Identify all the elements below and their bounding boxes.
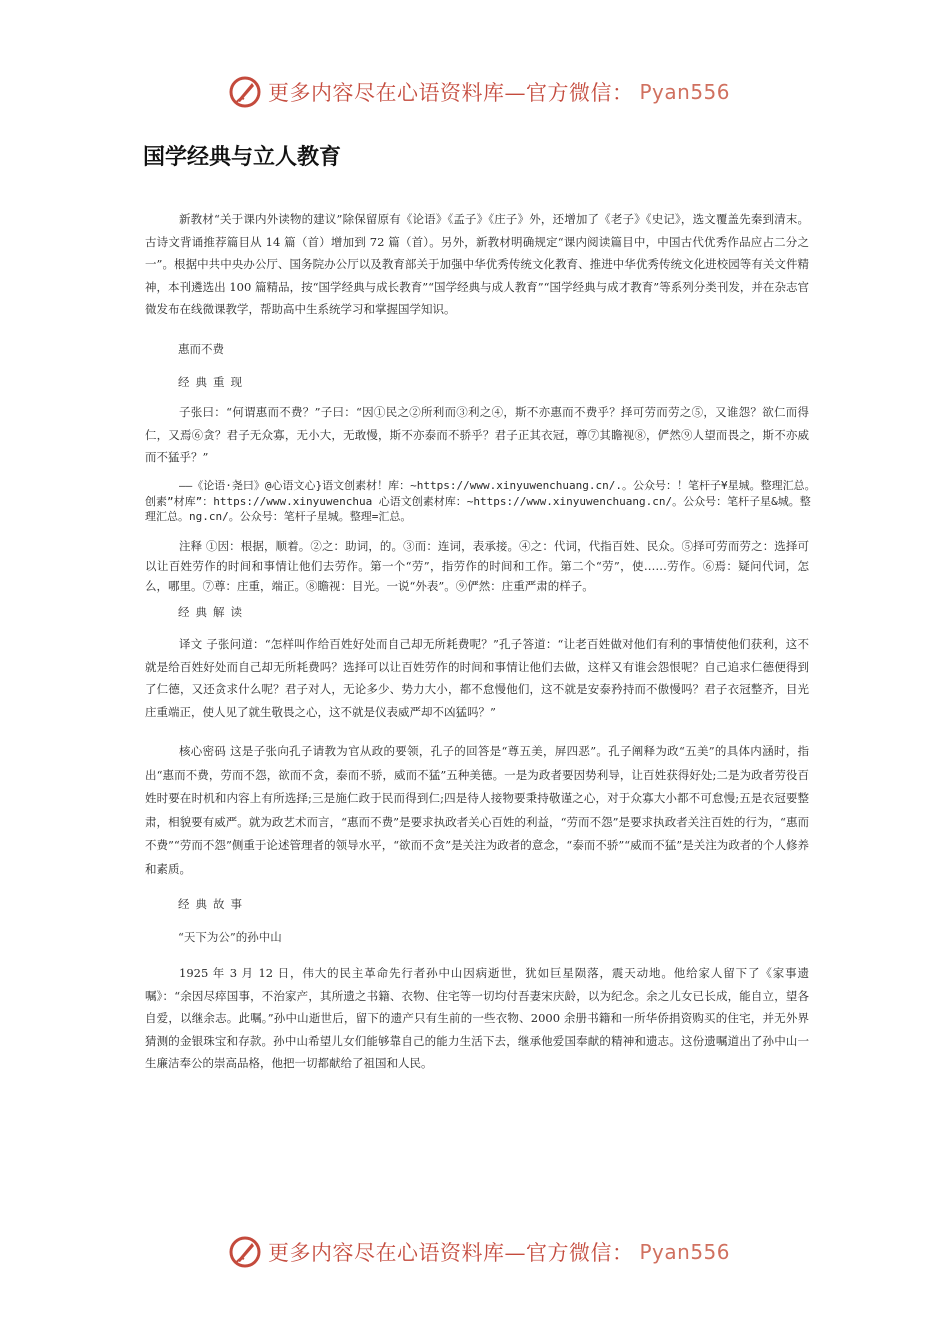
banner-wechat-id: Pyan556 xyxy=(639,80,731,104)
intro-paragraph: 新教材“关于课内外读物的建议”除保留原有《论语》《孟子》《庄子》外，还增加了《老子》《史记》，选文覆盖先秦到清末。古诗文背诵推荐篇目从 14 篇（首）增加到 72 篇（首）。另外，新教材明确规定“课内阅读篇目中，中国古代优秀作品应占二分之一”。根据中共中央办公厅、国务院办公厅以及教育部关于加强中华优秀传统文化教育、推进中华优秀传统文化进校园等有关文件精神，本刊遴选出 100 篇精品，按“国学经典与成长教育”“国学经典与成人教育”“国学经典与成才教育”等系列分类刊发，并在杂志官微发布在线微课教学，帮助高中生系统学习和掌握国学知识。 xyxy=(145,212,809,316)
heading-story: 经典故事 xyxy=(178,897,248,911)
story-title: “天下为公”的孙中山 xyxy=(178,930,282,944)
footer-banner xyxy=(228,1234,748,1270)
translation-paragraph: 译文 子张问道：“怎样叫作给百姓好处而自己却无所耗费呢？”孔子答道：“让老百姓做对他们有利的事情使他们获利，这不就是给百姓好处而自己却无所耗费吗？选择可以让百姓劳作的时间和事情让他们去做，这样又有谁会怨恨呢？自己追求仁德便得到了仁德，又还贪求什么呢？君子对人，无论多少、势力大小，都不怠慢他们，这不就是安泰矜持而不傲慢吗？君子衣冠整齐，目光庄重端正，使人见了就生敬畏之心，这不就是仪表威严却不凶猛吗？” xyxy=(145,637,809,719)
notes-paragraph: 注释 ①因：根据，顺着。②之：助词，的。③而：连词，表承接。④之：代词，代指百姓、民众。⑤择可劳而劳之：选择可以让百姓劳作的时间和事情让他们去劳作。第一个“劳”，指劳作的时间和工作。第二个“劳”，使……劳作。⑥焉：疑问代词，怎么，哪里。⑦尊：庄重，端正。⑧瞻视：目光。一说“外表”。⑨俨然：庄重严肃的样子。 xyxy=(145,539,809,593)
classic-text: 子张曰：“何谓惠而不费？”子曰：“因①民之②所利而③利之④，斯不亦惠而不费乎？择可劳而劳之⑤，又谁怨？欲仁而得仁，又焉⑥贪？君子无众寡，无小大，无敢慢，斯不亦泰而不骄乎？君子正其衣冠，尊⑦其瞻视⑧，俨然⑨人望而畏之，斯不亦威而不猛乎？” xyxy=(145,405,809,464)
page-title: 国学经典与立人教育 xyxy=(143,145,342,170)
banner-text: 更多内容尽在心语资料库—官方微信： xyxy=(268,81,634,105)
quill-logo-icon xyxy=(228,75,262,109)
section-title: 惠而不费 xyxy=(178,342,224,356)
story-paragraph: 1925 年 3 月 12 日，伟大的民主革命先行者孙中山因病逝世，犹如巨星陨落，震天动地。他给家人留下了《家事遗嘱》：“余因尽瘁国事，不治家产，其所遗之书籍、衣物、住宅等一切均付吾妻宋庆龄，以为纪念。余之儿女已长成，能自立，望各自爱，以继余志。此嘱。”孙中山逝世后，留下的遗产只有生前的一些衣物、2000 余册书籍和一所华侨捐资购买的住宅，并无外界猜测的金银珠宝和存款。孙中山希望儿女们能够靠自己的能力生活下去，继承他爱国奉献的精神和遗志。这份遗嘱道出了孙中山一生廉洁奉公的崇高品格，他把一切都献给了祖国和人民。 xyxy=(145,966,809,1070)
heading-reproduce: 经典重现 xyxy=(178,375,248,389)
banner-text: 更多内容尽在心语资料库—官方微信： xyxy=(268,1241,634,1265)
heading-explain: 经典解读 xyxy=(178,605,248,619)
source-citation: ——《论语·尧曰》@心语文心}语文创素材！库：~https://www.xinyuwenchuang.cn/.。公众号：！笔杆子¥星城。整理汇总。创素”材库”：https://www.xinyuwenchua 心语文创素材库：~https://www.xinyuwenchuang.cn/。公众号：笔杆子星&城。整理汇总。ng.cn/。公众号：笔杆子星城。整理=汇总。 xyxy=(145,479,816,523)
quill-logo-icon xyxy=(228,1235,262,1269)
banner-wechat-id: Pyan556 xyxy=(639,1240,731,1264)
core-paragraph: 核心密码 这是子张向孔子请教为官从政的要领，孔子的回答是“尊五美，屏四恶”。孔子阐释为政“五美”的具体内涵时，指出“惠而不费，劳而不怨，欲而不贪，泰而不骄，威而不猛”五种美德。一是为政者要因势利导，让百姓获得好处;二是为政者劳役百姓时要在时机和内容上有所选择;三是施仁政于民而得到仁;四是待人接物要秉持敬谨之心，对于众寡大小都不可怠慢;五是衣冠要整肃，相貌要有威严。就为政艺术而言，“惠而不费”是要求执政者关心百姓的利益，“劳而不怨”是要求执政者关注百姓的行为，“惠而不费”“劳而不怨”侧重于论述管理者的领导水平，“欲而不贪”是关注为政者的意念，“泰而不骄”“威而不猛”是关注为政者的个人修养和素质。 xyxy=(145,744,809,876)
header-banner xyxy=(228,74,748,110)
